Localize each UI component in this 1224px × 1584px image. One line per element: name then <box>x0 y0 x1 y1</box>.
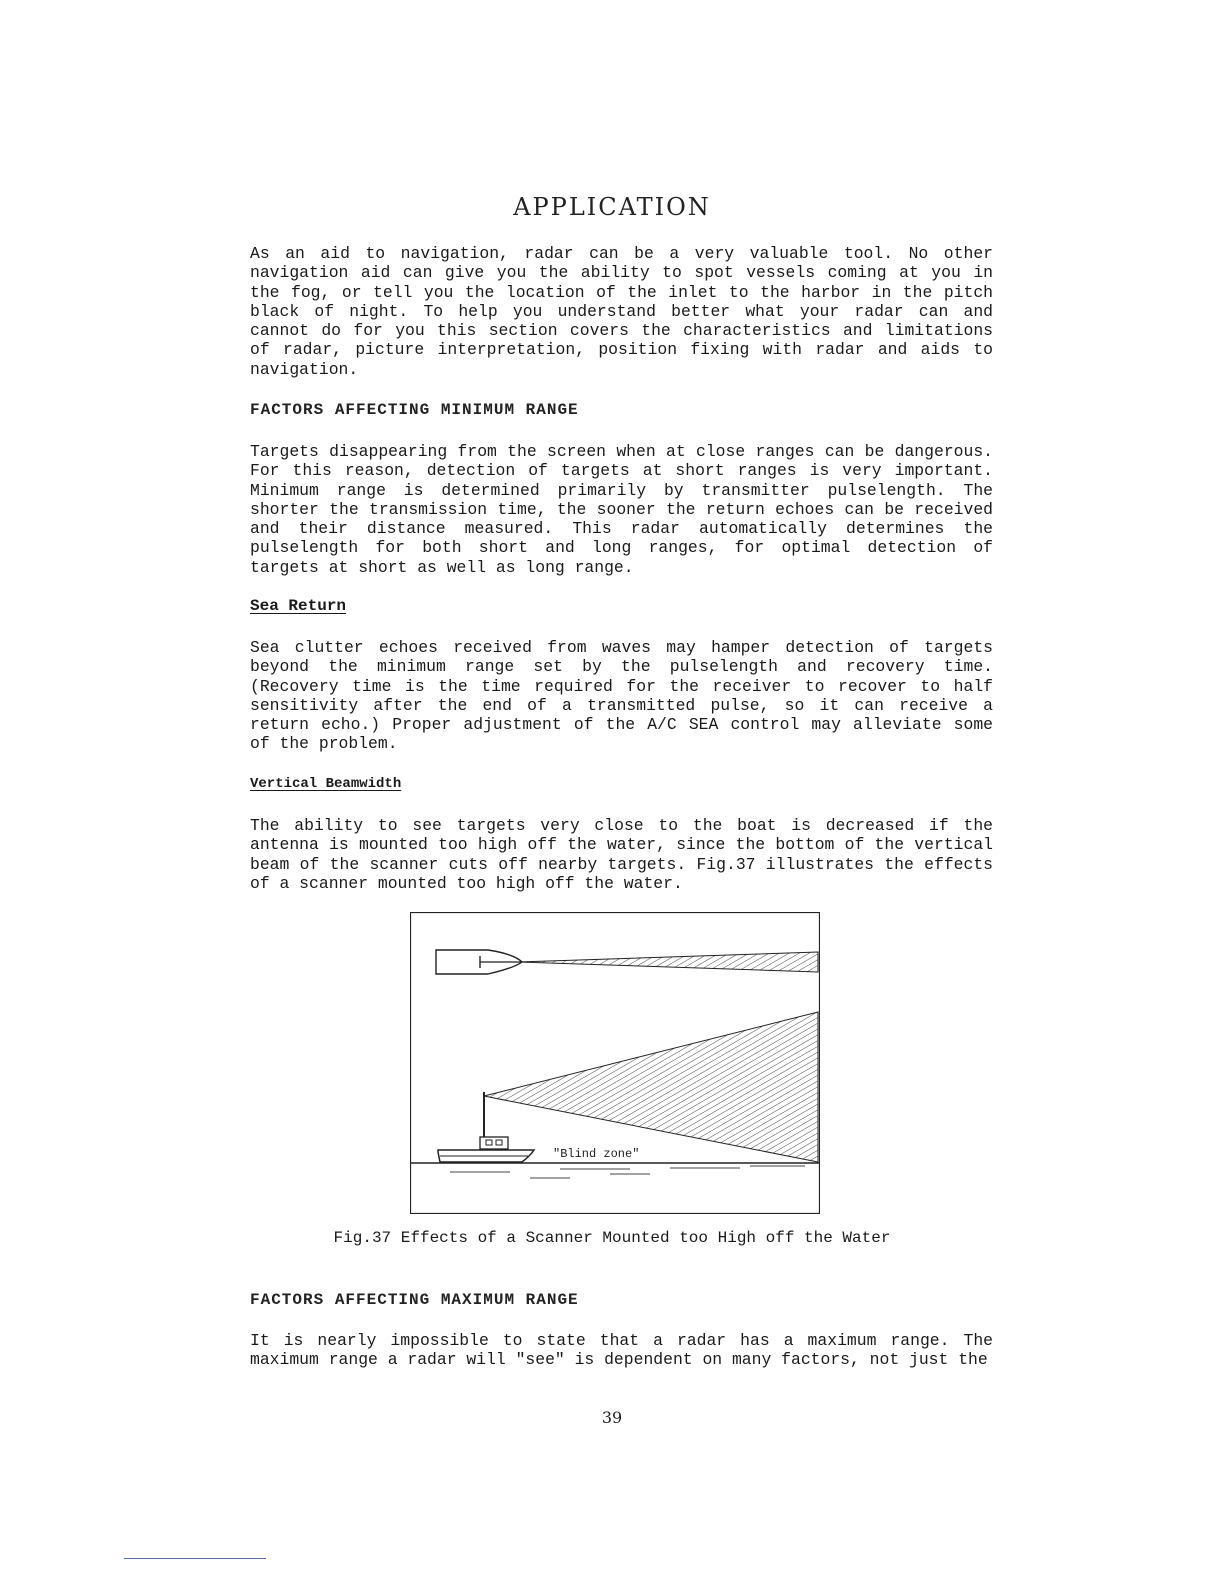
min-range-paragraph: Targets disappearing from the screen when at close ranges can be dangerous. For this reason, detection of targets at short ranges is very important. Minimum range is determined primarily by transmitter pulselength. The shorter the transmission time, the sooner the return echoes can be received and their distance measured. This radar automatically determines the pulselength for both short and long ranges, for optimal detection of targets at short as well as long range. <box>250 442 993 577</box>
fig37-diagram <box>410 912 820 1214</box>
max-range-paragraph: It is nearly impossible to state that a radar has a maximum range. The maximum range a radar will "see" is dependent on many factors, not just the <box>250 1331 993 1370</box>
vertical-beamwidth-heading: Vertical Beamwidth <box>250 776 402 792</box>
ship-cabin <box>480 1137 508 1149</box>
min-range-heading: FACTORS AFFECTING MINIMUM RANGE <box>250 401 579 419</box>
page-number: 39 <box>601 1408 623 1427</box>
intro-paragraph: As an aid to navigation, radar can be a very valuable tool. No other navigation aid can give you the ability to spot vessels coming at you in the fog, or tell you the location of the inlet to the harbor in the pitch black of night. To help you understand better what your radar can and cannot do for you this section covers the characteristics and limitations of radar, picture interpretation, position fixing with radar and aids to navigation. <box>250 244 993 379</box>
sea-return-paragraph: Sea clutter echoes received from waves may hamper detection of targets beyond the minimum range set by the pulselength and recovery time. (Recovery time is the time required for the receiver to recover to half sensitivity after the end of a transmitted pulse, so it can receive a return echo.) Proper adjustment of the A/C SEA control may alleviate some of the problem. <box>250 638 993 754</box>
sea-return-heading: Sea Return <box>250 597 347 615</box>
max-range-heading: FACTORS AFFECTING MAXIMUM RANGE <box>250 1291 579 1309</box>
vertical-beamwidth-paragraph: The ability to see targets very close to the boat is decreased if the antenna is mounted too high off the water, since the bottom of the vertical beam of the scanner cuts off nearby targets. Fig.37 illustrates the effects of a scanner mounted too high off the water. <box>250 816 993 893</box>
blind-zone-label: "Blind zone" <box>553 1147 640 1161</box>
page-title: APPLICATION <box>513 193 711 221</box>
figure-caption: Fig.37 Effects of a Scanner Mounted too High off the Water <box>333 1229 891 1247</box>
footer-rule <box>124 1558 266 1559</box>
